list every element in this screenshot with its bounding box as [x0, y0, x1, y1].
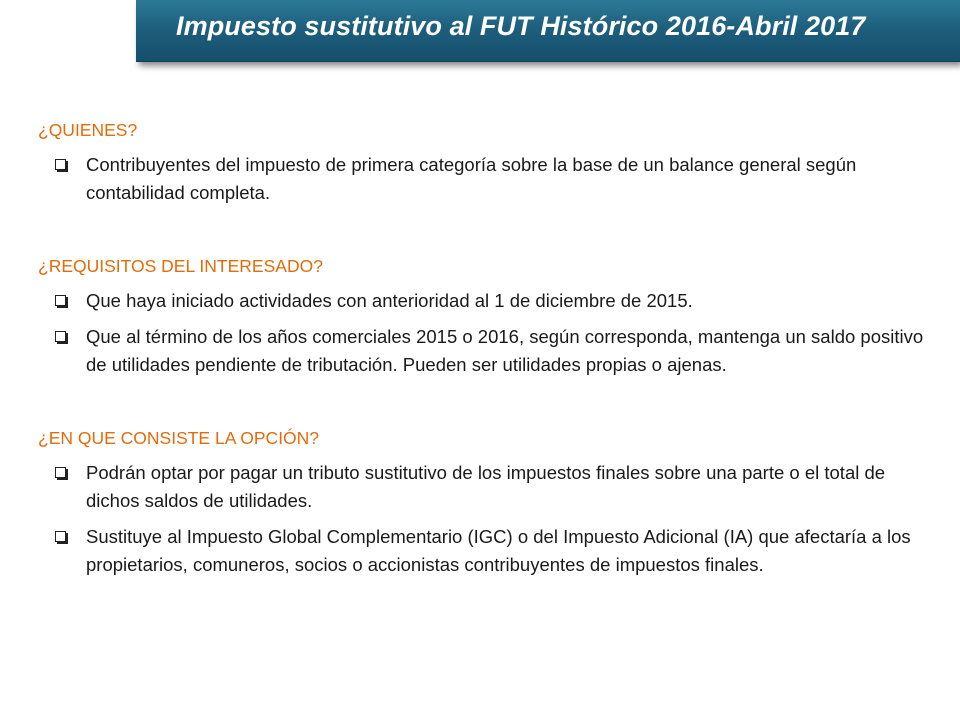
- bullet-text: Sustituye al Impuesto Global Complementario (IGC) o del Impuesto Adicional (IA) que afectaría a los propietarios, comuneros, socios o accionistas contribuyentes de impuestos finales.: [86, 526, 911, 575]
- section-requisitos: [38, 253, 928, 379]
- section-quienes: [38, 117, 928, 207]
- section-heading: ¿REQUISITOS DEL INTERESADO?: [38, 256, 323, 276]
- section-opcion: [38, 425, 928, 579]
- bullet-item: [38, 459, 928, 515]
- checkbox-bullet-icon: [55, 467, 66, 478]
- section-heading: ¿QUIENES?: [38, 120, 138, 140]
- checkbox-bullet-icon: [55, 159, 66, 170]
- bullet-item: [38, 151, 928, 207]
- bullet-item: [38, 323, 928, 379]
- checkbox-bullet-icon: [55, 295, 66, 306]
- bullet-text: Contribuyentes del impuesto de primera categoría sobre la base de un balance general según contabilidad completa.: [86, 154, 857, 203]
- section-heading: ¿EN QUE CONSISTE LA OPCIÓN?: [38, 428, 320, 448]
- slide-title: Impuesto sustitutivo al FUT Histórico 2016-Abril 2017: [176, 11, 866, 41]
- bullet-item: [38, 523, 928, 579]
- bullet-text: Podrán optar por pagar un tributo sustitutivo de los impuestos finales sobre una parte o el total de dichos saldos de utilidades.: [86, 462, 886, 511]
- bullet-item: [38, 287, 928, 315]
- checkbox-bullet-icon: [55, 531, 66, 542]
- slide-content: [38, 117, 928, 579]
- title-bar: [136, 0, 960, 62]
- bullet-text: Que haya iniciado actividades con anterioridad al 1 de diciembre de 2015.: [86, 290, 693, 311]
- bullet-text: Que al término de los años comerciales 2015 o 2016, según corresponda, mantenga un saldo positivo de utilidades pendiente de tributación. Pueden ser utilidades propias o ajenas.: [86, 326, 924, 375]
- checkbox-bullet-icon: [55, 331, 66, 342]
